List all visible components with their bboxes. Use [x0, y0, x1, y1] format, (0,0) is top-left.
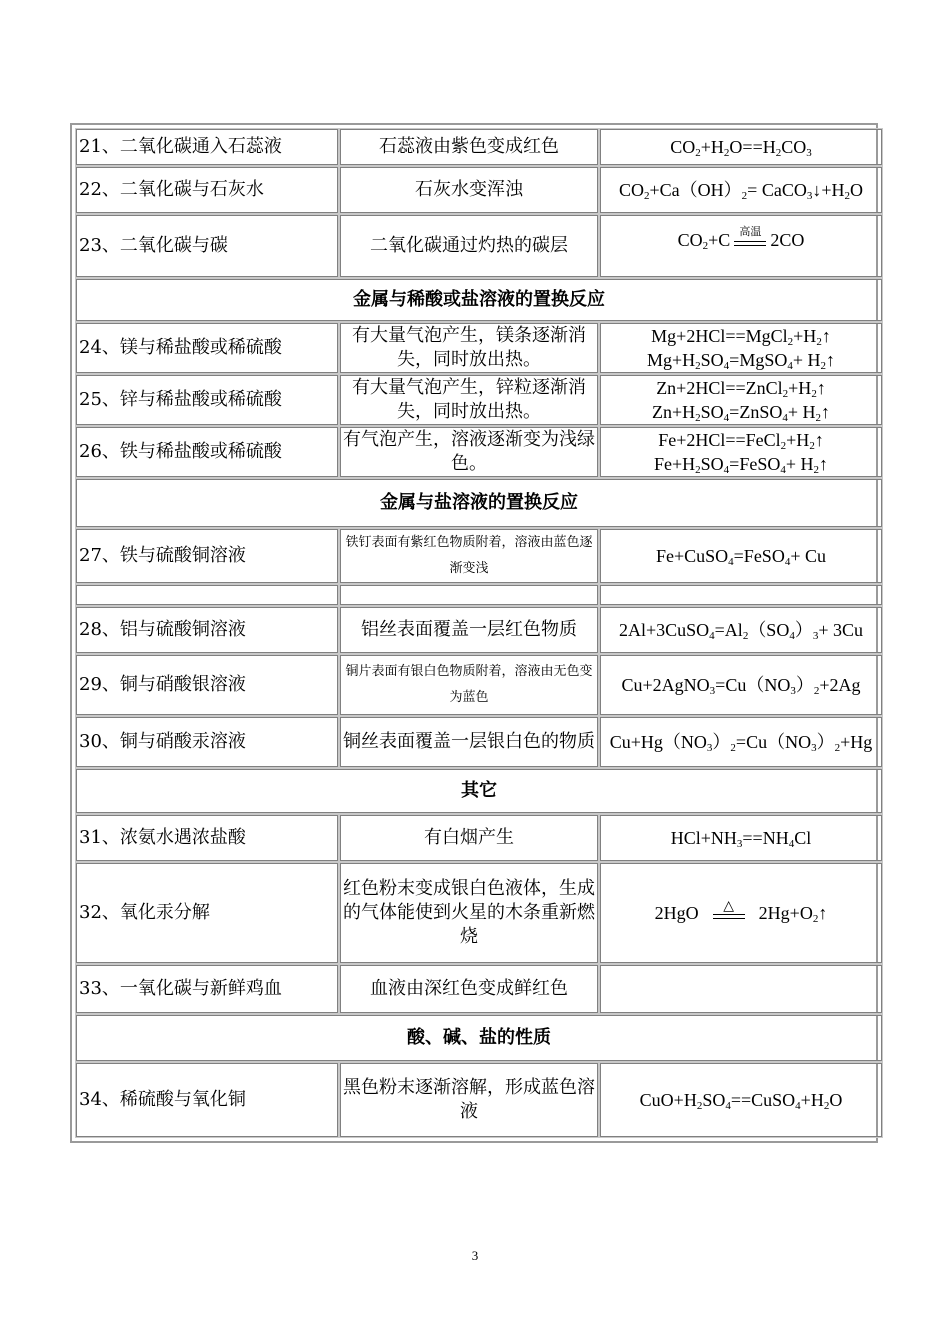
reaction-equation: $Zn+2HCl==ZnCl_2+H_2↑$ $Zn+H_2SO_4=ZnSO_4+$ $H_2↑$ [600, 375, 882, 425]
reaction-name: 32、氧化汞分解 [76, 863, 338, 963]
section-heading: 金属与稀酸或盐溶液的置换反应 [76, 279, 882, 321]
table-row [76, 529, 882, 583]
reaction-observation: 黑色粉末逐渐溶解，形成蓝色溶液 [340, 1063, 598, 1137]
reaction-table-frame [70, 123, 878, 1143]
reaction-observation: 血液由深红色变成鲜红色 [340, 965, 598, 1013]
reaction-name: 23、二氧化碳与碳 [76, 215, 338, 277]
reaction-name: 33、一氧化碳与新鲜鸡血 [76, 965, 338, 1013]
empty-cell [600, 585, 882, 605]
reaction-observation: 铁钉表面有紫红色物质附着，溶液由蓝色逐渐变浅 [340, 529, 598, 583]
reaction-name: 28、铝与硫酸铜溶液 [76, 607, 338, 653]
empty-cell [340, 585, 598, 605]
section-heading: 酸、碱、盐的性质 [76, 1015, 882, 1061]
table-row [76, 607, 882, 653]
table-row [76, 863, 882, 963]
reaction-equation: $Cu+2AgNO_3=Cu(NO_3)_2+2Ag$ [600, 655, 882, 715]
reaction-equation: $CO_2+H_2O==H_2CO_3$ [600, 129, 882, 165]
reaction-equation: $HCl+NH_3==NH_4Cl$ [600, 815, 882, 861]
table-row [76, 427, 882, 477]
reaction-observation: 铜丝表面覆盖一层银白色的物质 [340, 717, 598, 767]
reaction-name: 34、稀硫酸与氧化铜 [76, 1063, 338, 1137]
reaction-name: 29、铜与硝酸银溶液 [76, 655, 338, 715]
reaction-equation: $Mg+2HCl==MgCl_2+H_2↑$ $Mg+H_2SO_4=MgSO_4+$ $H_2↑$ [600, 323, 882, 373]
table-row [76, 375, 882, 425]
table-row [76, 167, 882, 213]
reaction-observation: 有大量气泡产生，锌粒逐渐消失，同时放出热。 [340, 375, 598, 425]
table-row [76, 655, 882, 715]
reaction-observation: 有气泡产生，溶液逐渐变为浅绿色。 [340, 427, 598, 477]
section-heading: 金属与盐溶液的置换反应 [76, 479, 882, 527]
table-row [76, 1015, 882, 1061]
table-row [76, 129, 882, 165]
reaction-name: 30、铜与硝酸汞溶液 [76, 717, 338, 767]
reaction-observation: 有大量气泡产生，镁条逐渐消失，同时放出热。 [340, 323, 598, 373]
reaction-equation: $CO_2+C$ 高温 2CO [600, 215, 882, 277]
reaction-observation: 二氧化碳通过灼热的碳层 [340, 215, 598, 277]
table-row [76, 717, 882, 767]
reaction-equation: $CuO+H_2SO_4==CuSO_4+H_2O$ [600, 1063, 882, 1137]
empty-cell [76, 585, 338, 605]
reaction-name: 22、二氧化碳与石灰水 [76, 167, 338, 213]
reaction-equation: Fe+CuSO$_4$=FeSO$_4$+ Cu [600, 529, 882, 583]
table-row [76, 279, 882, 321]
page-number: 3 [471, 1248, 479, 1263]
table-row [76, 1063, 882, 1137]
reaction-equation: $2Al+3CuSO_4=Al_2(SO_4)_3+ 3Cu$ [600, 607, 882, 653]
reaction-observation: 石灰水变浑浊 [340, 167, 598, 213]
table-row [76, 585, 882, 605]
table-row [76, 215, 882, 277]
reaction-observation: 红色粉末变成银白色液体，生成的气体能使到火星的木条重新燃烧 [340, 863, 598, 963]
high-temperature-condition: 高温 [734, 232, 766, 252]
reaction-name: 27、铁与硫酸铜溶液 [76, 529, 338, 583]
reaction-observation: 铜片表面有银白色物质附着，溶液由无色变为蓝色 [340, 655, 598, 715]
reaction-equation: $CO_2+Ca(OH)_2=$ $CaCO_3↓+H_2O$ [600, 167, 882, 213]
reaction-name: 25、锌与稀盐酸或稀硫酸 [76, 375, 338, 425]
reaction-table [74, 127, 884, 1139]
table-row [76, 769, 882, 813]
empty-cell [600, 965, 882, 1013]
reaction-name: 24、镁与稀盐酸或稀硫酸 [76, 323, 338, 373]
table-row [76, 965, 882, 1013]
reaction-observation: 石蕊液由紫色变成红色 [340, 129, 598, 165]
section-heading: 其它 [76, 769, 882, 813]
reaction-equation: $Fe+2HCl==FeCl_2+H_2↑$ $Fe+H_2SO_4=FeSO_4+$ $H_2↑$ [600, 427, 882, 477]
table-row [76, 323, 882, 373]
table-row [76, 815, 882, 861]
reaction-observation: 有白烟产生 [340, 815, 598, 861]
reaction-observation: 铝丝表面覆盖一层红色物质 [340, 607, 598, 653]
table-row [76, 479, 882, 527]
reaction-name: 26、铁与稀盐酸或稀硫酸 [76, 427, 338, 477]
reaction-equation: 2HgO △ $2Hg+O_2↑$ [600, 863, 882, 963]
reaction-name: 21、二氧化碳通入石蕊液 [76, 129, 338, 165]
reaction-equation: $Cu+Hg(NO_3)_2=Cu(NO_3)_2+Hg$ [600, 717, 882, 767]
heating-condition-icon: △ [713, 905, 745, 925]
reaction-name: 31、浓氨水遇浓盐酸 [76, 815, 338, 861]
